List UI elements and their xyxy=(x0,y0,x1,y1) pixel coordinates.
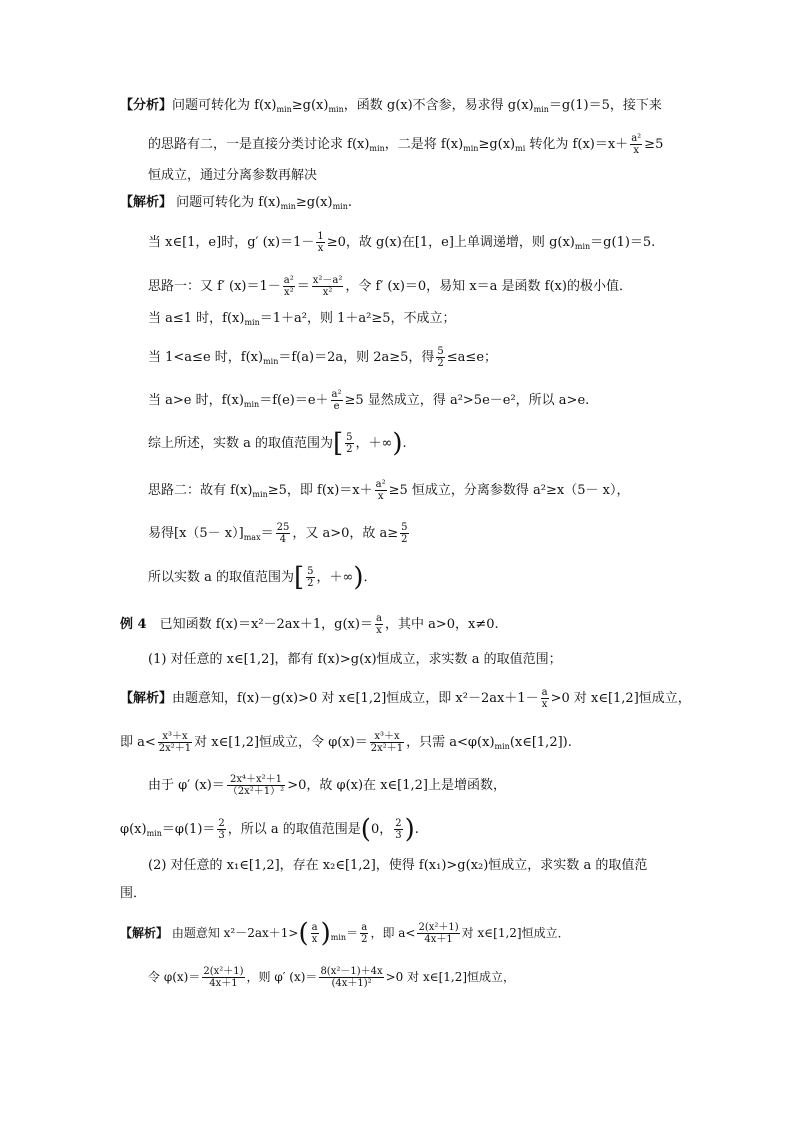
question-1: (1) 对任意的 x∈[1,2]，都有 f(x)>g(x)恒成立，求实数 a 的取值范围； xyxy=(148,652,562,667)
fraction: $\frac{\text{2x⁴＋x²＋1}}{\text{（2x²＋1）²}}$ xyxy=(227,774,285,797)
fraction: $\frac{\text{a²}}{\text{x²}}$ xyxy=(283,275,294,298)
fraction: $\frac{25}{4}$ xyxy=(276,522,290,545)
solution-line-4: 当 a≤1 时，$f(x)_{min}=1+a^2$，则 1＋a²≥5，不成立； xyxy=(148,311,456,327)
fraction: $\frac{2}{3}$ xyxy=(218,818,225,841)
fraction: $\frac{a}{x}$ xyxy=(311,922,318,945)
fraction: $\frac{\text{x³＋x}}{\text{2x²＋1}}$ xyxy=(158,731,192,754)
fraction: $\frac{\text{a²}}{x}$ xyxy=(375,479,386,502)
example-4-heading: 例 4 已知函数 f(x)＝x²－2ax＋1，g(x)＝ $\frac{a}{x}$ ，其中 a>0，x≠0. xyxy=(120,613,499,636)
fraction: $\frac{1}{x}$ xyxy=(317,231,324,254)
q1-solution-line-3: 由于 φ′ (x)＝ $\frac{\text{2x⁴＋x²＋1}}{\text{（2x²＋1）²}}$ >0，故 φ(x)在 x∈[1,2]上是增函数， xyxy=(148,774,506,797)
fraction: $\frac{5}{2}$ xyxy=(307,566,314,589)
q1-solution-line-4: $\varphi(x)_{min}=\varphi(1)=$ $\frac{2}{3}$ ，所以 a 的取值范围是(0， $\frac{2}{3}$ ). xyxy=(120,814,419,845)
fraction: $\frac{\text{2(x²＋1)}}{4x+1}$ xyxy=(418,922,459,945)
question-2-line-1: (2) 对任意的 x₁∈[1,2]，存在 x₂∈[1,2]，使得 f(x₁)>g(x₂)恒成立，求实数 a 的取值范 xyxy=(148,858,648,873)
fraction: $\frac{5}{2}$ xyxy=(437,346,444,369)
fraction: $\frac{5}{2}$ xyxy=(346,432,353,455)
question-2-line-2: 围． xyxy=(120,886,147,901)
fraction: $\frac{a}{x}$ xyxy=(541,687,548,710)
fraction: $\frac{\text{8(x²－1)＋4x}}{\text{(4x＋1)²}}$ xyxy=(320,966,383,989)
q2-solution-line-1: 【解析】 由题意知 x²－2ax＋1>( $\frac{a}{x}$ )$_{min}=$ $\frac{a}{2}$ ，即 a< $\frac{\text{2(x²＋1)}}{4x+1}$ 对 x∈[1,2]恒成立． xyxy=(120,918,570,949)
solution-line-2: 当 x∈[1，e]时，g′ (x)＝1－ $\frac{1}{x}$ ≥0，故 g(x)在[1，e]上单调递增，则 $g(x)_{min}=g(1)=5$. xyxy=(148,231,656,254)
analysis-line-2: 的思路有二，一是直接分类讨论求 $f(x)_{min}$，二是将 $f(x)_{min}\ge g(x)_{mi}$ 转化为 f(x)＝x＋ $\frac{\text{a²}}{x}$ ≥5 xyxy=(148,133,664,156)
solution-line-9: 易得$[x(5- x)]_{max}=$ $\frac{25}{4}$ ，又 a>0，故 a≥ $\frac{5}{2}$ xyxy=(148,522,408,545)
example-label: 例 4 xyxy=(120,617,147,632)
fraction: $\frac{a}{2}$ xyxy=(361,922,368,945)
solution-line-5: 当 1<a≤e 时，$f(x)_{min}=f(a)=2a$，则 2a≥5，得 $\frac{5}{2}$ ≤a≤e； xyxy=(148,346,498,369)
q1-solution-line-2: 即 a< $\frac{\text{x³＋x}}{\text{2x²＋1}}$ 对 x∈[1,2]恒成立，令 φ(x)＝ $\frac{\text{x³＋x}}{\text{2x²＋1}}$ ，只需 $a<\varphi(x)_{min}(x\in[1,2])$. xyxy=(120,731,572,754)
fraction: $\frac{\text{x²－a²}}{\text{x²}}$ xyxy=(312,275,343,298)
solution-line-7: 综上所述，实数 a 的取值范围为[ $\frac{5}{2}$ ，＋∞). xyxy=(148,428,407,459)
q2-solution-line-2: 令 φ(x)＝ $\frac{\text{2(x²＋1)}}{4x+1}$ ，则 φ′ (x)＝ $\frac{\text{8(x²－1)＋4x}}{\text{(4x＋1)²}}$ >0 对 x∈[1,2]恒成立， xyxy=(148,966,516,989)
fraction: $\frac{\text{a²}}{x}$ xyxy=(631,133,642,156)
solution-label: 【解析】 xyxy=(120,691,173,706)
fraction: $\frac{\text{a²}}{e}$ xyxy=(331,389,342,412)
solution-line-6: 当 a>e 时，$f(x)_{min}=f(e)=e+$ $\frac{\text{a²}}{e}$ ≥5 显然成立，得 a²>5e－e²，所以 a>e. xyxy=(148,389,590,412)
fraction: $\frac{\text{2(x²＋1)}}{4x+1}$ xyxy=(203,966,244,989)
analysis-line-1: 【分析】问题可转化为 $f(x)_{min}\ge g(x)_{min}$，函数 g(x)不含参，易求得 $g(x)_{min}=g(1)=5$，接下来 xyxy=(120,98,662,114)
solution-line-1: 【解析】 问题可转化为 $f(x)_{min}\ge g(x)_{min}$. xyxy=(120,195,353,211)
fraction: $\frac{5}{2}$ xyxy=(401,522,408,545)
analysis-line-3: 恒成立，通过分离参数再解决 xyxy=(148,168,318,183)
fraction: $\frac{\text{x³＋x}}{\text{2x²＋1}}$ xyxy=(370,731,404,754)
solution-line-8: 思路二：故有 $f(x)_{min}\ge 5$，即 f(x)＝x＋ $\frac{\text{a²}}{x}$ ≥5 恒成立，分离参数得 a²≥x（5－ x）， xyxy=(148,479,630,502)
fraction: $\frac{2}{3}$ xyxy=(395,818,402,841)
solution-label: 【解析】 xyxy=(120,926,169,940)
solution-label: 【解析】 xyxy=(120,195,173,210)
analysis-label: 【分析】 xyxy=(120,98,173,113)
solution-line-10: 所以实数 a 的取值范围为[ $\frac{5}{2}$ ，＋∞)． xyxy=(148,562,377,593)
q1-solution-line-1: 【解析】由题意知，f(x)－g(x)>0 对 x∈[1,2]恒成立，即 x²－2ax＋1－ $\frac{a}{x}$ >0 对 x∈[1,2]恒成立， xyxy=(120,687,691,710)
solution-line-3: 思路一：又 f′ (x)＝1－ $\frac{\text{a²}}{\text{x²}}$ ＝ $\frac{\text{x²－a²}}{\text{x²}}$ ，令 f′ (x)＝0，易知 x＝a 是函数 f(x)的极小值． xyxy=(148,275,632,298)
fraction: $\frac{a}{x}$ xyxy=(375,613,382,636)
